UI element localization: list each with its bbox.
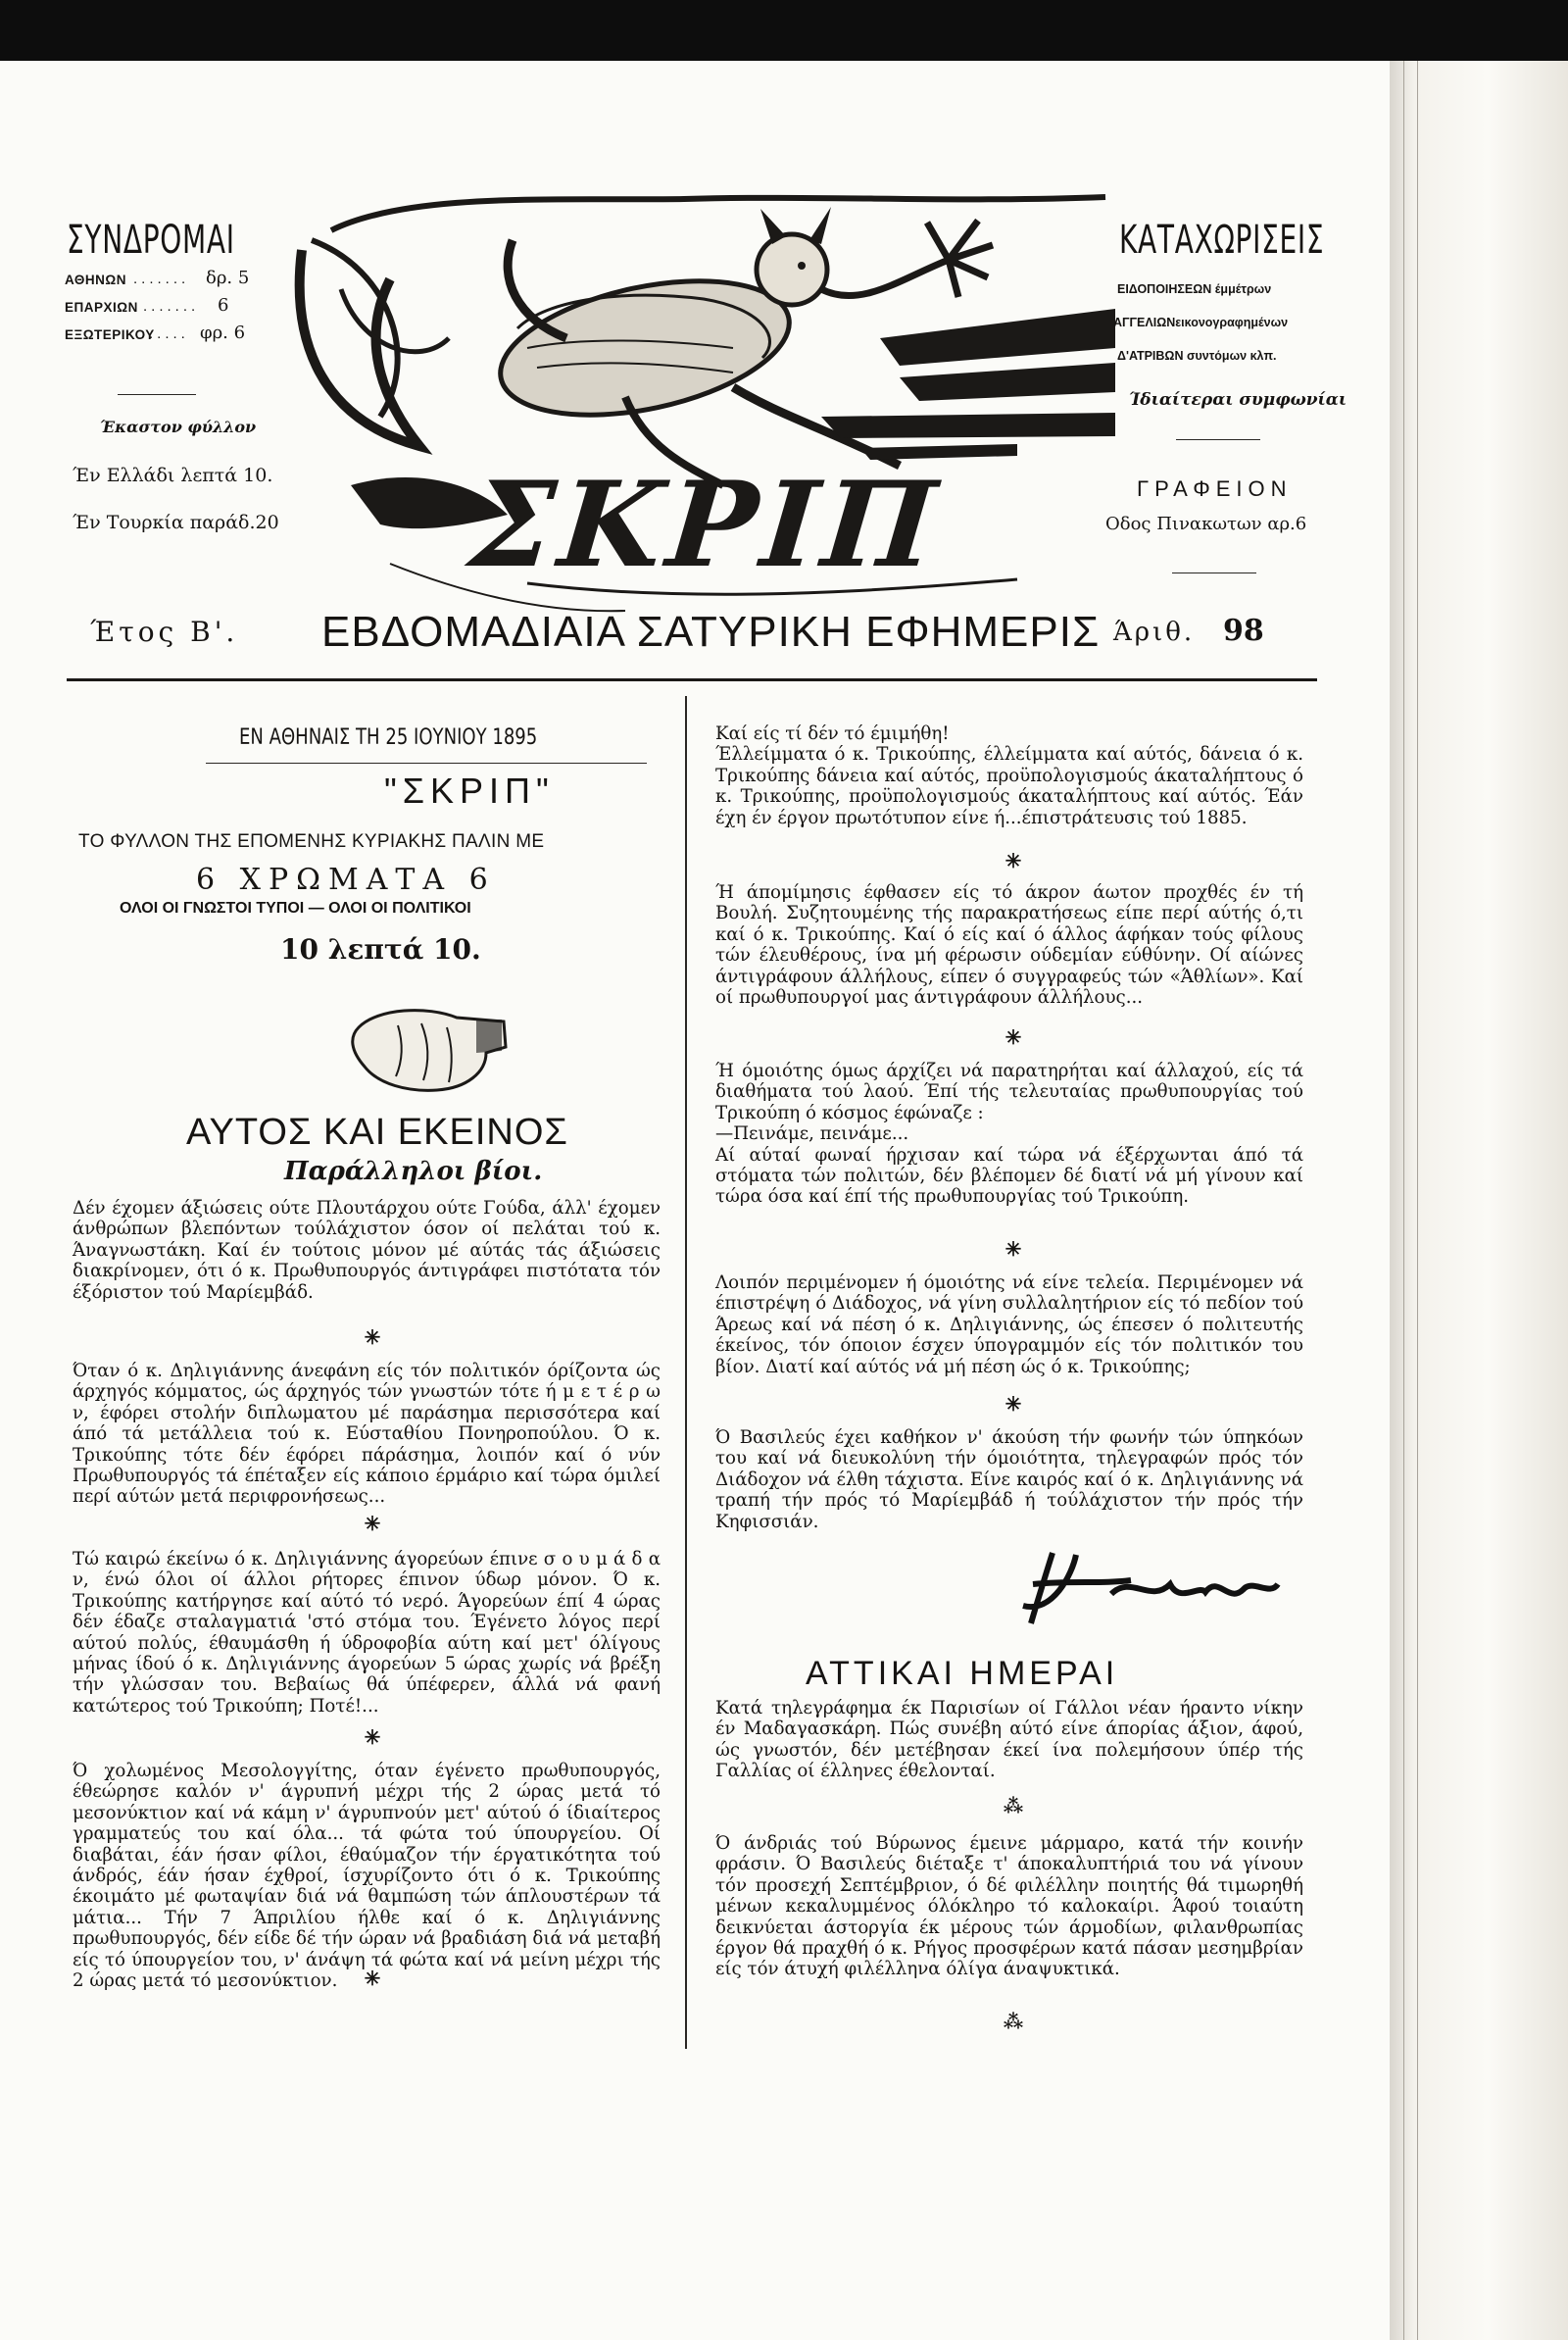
asterism-icon: ⁂ <box>1003 1794 1024 1817</box>
issue-number: 98 <box>1223 614 1264 648</box>
office-heading: ΓΡΑΦΕΙΟΝ <box>1137 476 1293 501</box>
subtitle: ΕΒΔΟΜΑΔΙΑΙΑ ΣΑΤΥΡΙΚΗ ΕΦΗΜΕΡΙΣ <box>321 608 1101 656</box>
section-paragraph: Κατά τηλεγράφημα έκ Παρισίων οί Γάλλοι νέαν ήραντο νίκην έν Μαδαγασκάρη. Πώς συνέβη αύτό είνε άπορίας άξιον, άφού, ώς γνωστόν, δέν μετέβησαν έκεί ίνα πολεμήσουν ύπέρ τής Γαλλίας οί έλληνες έθελονταί. <box>715 1698 1303 1782</box>
dot-leader: ....... <box>143 298 200 315</box>
promo-price: 10 λεπτά 10. <box>280 933 481 966</box>
separator-icon: ✳ <box>1004 1392 1022 1416</box>
separator-icon: ✳ <box>364 1512 381 1535</box>
listing-line: ΑΓΓΕΛΙΩΝεικονογραφημένων <box>1113 316 1289 329</box>
price-greece: Έν Ελλάδι λεπτά 10. <box>73 465 273 486</box>
subscriptions-heading: ΣΥΝΔΡΟΜΑΙ <box>67 218 235 263</box>
promo-colors: 6 ΧΡΩΜΑΤΑ 6 <box>196 863 496 897</box>
separator-icon: ✳ <box>364 1967 381 1990</box>
listing-line: Δ'ΑΤΡΙΒΩΝ συντόμων κλπ. <box>1117 349 1277 363</box>
listings-heading: ΚΑΤΑΧΩΡΙΣΕΙΣ <box>1119 218 1325 263</box>
section-title: ΑΤΤΙΚΑΙ ΗΜΕΡΑΙ <box>806 1655 1119 1692</box>
divider <box>206 763 647 764</box>
article-paragraph: Τώ καιρώ έκείνω ό κ. Δηλιγιάννης άγορεύων έπινε σ ο υ μ ά δ α ν, ένώ όλοι οί άλλοι ρήτορες έπινον ύδωρ μόνον. Ό κ. Τρικούπης κατήργησε καί αύτό τό νερό. Άγορεύων έπί 4 ώρας δέν έδαζε σταλαγματιά 'στό στόμα του. Έγένετο λόγος περί αύτού πολύς, έθαυμάσθη ή ύδροφοβία αύτη καί μετ' όλίγους μήνας ίδού ό κ. Δηλιγιάννης άγορεύων 5 ώρας χωρίς νά βρέξη τήν γλώσσαν του. Βεβαίως θά ύπέφερεν, άλλά νά φανή κατώτερος τού Τρικούπη; Ποτέ!... <box>73 1549 661 1717</box>
article-title: ΑΥΤΟΣ ΚΑΙ ΕΚΕΙΝΟΣ <box>186 1112 568 1153</box>
masthead-illustration <box>272 191 1115 622</box>
promo-title: "ΣΚΡΙΠ" <box>384 771 555 811</box>
asterism-icon: ⁂ <box>1003 2010 1024 2033</box>
section-paragraph: Ό άνδριάς τού Βύρωνος έμεινε μάρμαρο, κατά τήν κοινήν φράσιν. Ό Βασιλεύς διέταξε τ' άποκαλυπτήριά του νά γίνουν τόν προσεχή Σεπτέμβριον, ό δέ φιλέλλην ποιητής θά τιμωρηθή μένων κεκαλυμμένος όλόκληρο τό καλοκαίρι. Άφού τοιαύτη δεικνύεται άστοργία έκ μέρους τών άρμοδίων, φιλανθρωπίας έργον θά πραχθή ό κ. Ρήγος προσφέρων κατά πάσαν μεσημβρίαν είς τόν άτυχή φιλέλληνα όλίγα άναψυκτικά. <box>715 1833 1303 1980</box>
year-label: Έτος Β'. <box>90 616 239 648</box>
gutter-line <box>1403 61 1404 2340</box>
each-issue-label: Έκαστον φύλλον <box>100 418 257 436</box>
signature-text: Heimbeo <box>1013 1545 1018 1546</box>
dot-leader: ..... <box>149 325 189 342</box>
pointing-hand-icon <box>339 998 515 1100</box>
article-paragraph: Όταν ό κ. Δηλιγιάννης άνεφάνη είς τόν πολιτικόν όρίζοντα ώς άρχηγός κόμματος, ώς άρχηγός τών γνωστών τότε ή μ ε τ έ ρ ω ν, έφόρει στολήν διπλωματου μέ παράσημα περισσότερα καί άπό τά μετάλλεια τού κ. Εύσταθίου Πονηροπούλου. Ό κ. Τρικούπης τότε δέν έφόρει πάράσημα, λοιπόν καί ό νύν Πρωθυπουργός τά έπέταξεν είς κάποιο έρμάριο καί τώρα όμιλεί περί αύτών μετά περιφρονήσεως... <box>73 1361 661 1508</box>
article-paragraph: Ή όμοιότης όμως άρχίζει νά παρατηρήται καί άλλαχού, είς τά διαθήματα τού λαού. Έπί τής τελευταίας πρωθυπουργίας τού Τρικούπη ό κόσμος έφώναζε : —Πεινάμε, πεινάμε... Αί αύταί φωναί ήρχισαν καί τώρα νά έξέρχωνται άπό τά στόματα τών πολιτών, δέν βλέπομεν δέ διατί νά μή γίνουν καί τώρα όσα καί έπί τής πρωθυπουργίας τού Τρικούπη. <box>715 1061 1303 1208</box>
listing-line: ΕΙΔΟΠΟΙΗΣΕΩΝ έμμέτρων <box>1117 282 1272 296</box>
gutter-line <box>1417 61 1418 2340</box>
article-paragraph: Ή άπομίμησις έφθασεν είς τό άκρον άωτον προχθές έν τή Βουλή. Συζητουμένης τής παρακρατήσεως είπε περί αύτής ό,τι καί ό κ. Τρικούπης. Καί ό είς καί ό άλλος άφήκαν τούς φίλους τών έλευθέρους, ίνα μή φέρωσιν ούδεμίαν εύθύνην. Οί αίώνες άντιγράφουν άλλήλους, είπεν ό συγγραφεύς τών «Άθλίων». Καί οί πρωθυπουργοί μας άντιγράφουν άλλήλους... <box>715 882 1303 1009</box>
office-address: Οδος Πινακωτων αρ.6 <box>1105 514 1307 534</box>
separator-icon: ✳ <box>1004 1025 1022 1049</box>
article-subtitle: Παράλληλοι βίοι. <box>284 1157 543 1186</box>
subscription-label-abroad: ΕΞΩΤΕΡΙΚΟΥ <box>65 327 155 342</box>
dot-leader: ....... <box>133 271 190 287</box>
author-signature <box>1013 1545 1288 1633</box>
separator-icon: ✳ <box>1004 1237 1022 1261</box>
special-agreements: Ίδιαίτεραι συμφωνίαι <box>1129 390 1348 410</box>
separator-icon: ✳ <box>364 1725 381 1749</box>
dateline: ΕΝ ΑΘΗΝΑΙΣ ΤΗ 25 ΙΟΥΝΙΟΥ 1895 <box>239 725 538 750</box>
scan-top-border <box>0 0 1568 61</box>
separator-icon: ✳ <box>1004 849 1022 872</box>
issue-label: Άριθ. <box>1113 618 1196 647</box>
article-paragraph: Καί είς τί δέν τό έμιμήθη! Έλλείμματα ό κ. Τρικούπης, έλλείμματα καί αύτός, δάνεια ό κ. Τρικούπης δάνεια καί αύτός, προϋπολογισμούς άκαταλήπτους ό κ. Τρικούπης, προϋπολογισμούς άκαταλήπτους καί αύτός. Έάν έχη έν έργον πρωτότυπον είνε ή...έπιστράτευσις τού 1885. <box>715 723 1303 828</box>
logo-text: ΣΚΡΙΠ <box>451 455 960 594</box>
promo-line: ΟΛΟΙ ΟΙ ΓΝΩΣΤΟΙ ΤΥΠΟΙ — ΟΛΟΙ ΟΙ ΠΟΛΙΤΙΚΟΙ <box>120 900 471 917</box>
promo-line: ΤΟ ΦΥΛΛΟΝ ΤΗΣ ΕΠΟΜΕΝΗΣ ΚΥΡΙΑΚΗΣ ΠΑΛΙΝ ΜΕ <box>78 831 545 852</box>
subscription-value-abroad: φρ. 6 <box>200 323 246 343</box>
price-turkey: Έν Τουρκία παράδ.20 <box>73 512 279 533</box>
article-paragraph: Ό Βασιλεύς έχει καθήκον ν' άκούση τήν φωνήν τών ύπηκόων του καί νά διευκολύνη τήν όμοιότητα, τηλεγραφών πρός τόν Διάδοχον νά έλθη τάχιστα. Είνε καιρός καί ό κ. Δηλιγιάννης νά τραπή τήν πρός τό Μαρίεμβάδ ή τούλάχιστον τήν πρός τήν Κηφισσιάν. <box>715 1427 1303 1532</box>
article-paragraph: Δέν έχομεν άξιώσεις ούτε Πλουτάρχου ούτε Γούδα, άλλ' έχομεν άνθρώπων βλεπόντων τούλάχιστον όσον οί πελάται τού κ. Άναγνωστάκη. Καί έν τούτοις μόνον μέ αύτάς τάς άξιώσεις διακρίνομεν, ότι ό κ. Πρωθυπουργός άντιγράφει πιστότατα τόν έξόριστον τού Μαρίεμβάδ. <box>73 1198 661 1303</box>
title-rule <box>67 678 1317 681</box>
column-divider <box>685 696 687 2049</box>
divider <box>118 394 196 395</box>
subscription-value-provinces: 6 <box>218 295 229 316</box>
divider <box>1176 439 1260 440</box>
subscription-value-athens: δρ. 5 <box>206 268 250 288</box>
article-paragraph: Ό χολωμένος Μεσολογγίτης, όταν έγένετο πρωθυπουργός, έθεώρησε καλόν ν' άγρυπνή μέχρι τής 2 ώρας μετά τό μεσονύκτιον καί νά κάμη ν' άγρυπνούν μετ' αύτού ό ίδιαίτερος γραμματεύς του καί όλα... τά φώτα τού ύπουργείου. Οί διαβάται, έάν ήσαν φίλοι, έθαύμαζον τήν έργατικότητα τού άνδρός, έάν ήσαν έχθροί, ίσχυρίζοντο ότι ό κ. Τρικούπης έκοιμάτο μέ φωταψίαν διά νά θαμπώση τών άπλουστέρων τά μάτια... Τήν 7 Άπριλίου ήλθε καί ό κ. Δηλιγιάννης πρωθυπουργός, δέν είδε δέ τήν ώραν νά βραδιάση διά νά μεταβή είς τό ύπουργείον του, ν' άνάψη τά φώτα καί νά μείνη μέχρι τής 2 ώρας μετά τό μεσονύκτιον. <box>73 1761 661 1992</box>
article-paragraph: Λοιπόν περιμένομεν ή όμοιότης νά είνε τελεία. Περιμένομεν νά έπιστρέψη ό Διάδοχος, νά γίνη συλλαλητήριον είς τό πεδίον τού Άρεως καί νά πέση ό κ. Δηλιγιάννης, ώς έπεσεν ό πολιτευτής έκείνος, τόν όποιον έσχεν ύπογραμμόν είς τόν πολιτικόν του βίον. Διατί καί αύτός νά μή πέση ώς ό κ. Τρικούπης; <box>715 1272 1303 1377</box>
subscription-label-athens: ΑΘΗΝΩΝ <box>65 273 126 287</box>
subscription-label-provinces: ΕΠΑΡΧΙΩΝ <box>65 300 138 315</box>
separator-icon: ✳ <box>364 1325 381 1349</box>
